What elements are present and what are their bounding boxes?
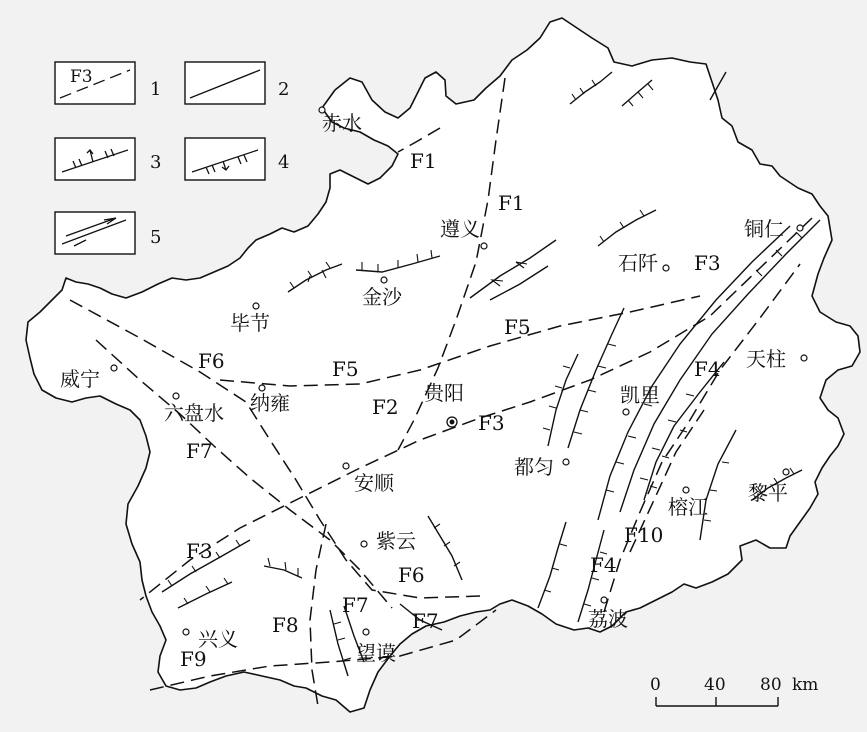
city-libo: 荔波 xyxy=(588,607,628,631)
fault-label-f3-a: F3 xyxy=(694,251,721,275)
fault-label-f6-a: F6 xyxy=(198,349,225,373)
marker-xingyi xyxy=(183,629,189,635)
scale-tick-0: 0 xyxy=(650,675,661,695)
fault-label-f7-b: F7 xyxy=(342,593,369,617)
fault-label-f3-b: F3 xyxy=(478,411,505,435)
city-anshun: 安顺 xyxy=(354,471,394,495)
scale-unit: km xyxy=(792,675,819,695)
fault-label-f2: F2 xyxy=(372,395,399,419)
scale-tick-40: 40 xyxy=(704,675,726,695)
city-nayong: 纳雍 xyxy=(250,391,290,415)
legend-number-4: 4 xyxy=(278,152,290,173)
marker-liping xyxy=(783,469,789,475)
legend-number-5: 5 xyxy=(150,227,162,248)
marker-guiyang-inner xyxy=(450,420,454,424)
marker-duyun xyxy=(563,459,569,465)
marker-libo xyxy=(601,597,607,603)
city-zunyi: 遵义 xyxy=(440,217,480,241)
city-chishui: 赤水 xyxy=(322,111,362,135)
city-wangmo: 望谟 xyxy=(356,641,396,665)
marker-anshun xyxy=(343,463,349,469)
legend-number-2: 2 xyxy=(278,79,290,100)
marker-wangmo xyxy=(363,629,369,635)
fault-label-f9: F9 xyxy=(180,647,207,671)
city-shiqian: 石阡 xyxy=(618,251,658,275)
legend-box-1 xyxy=(55,62,135,104)
fault-label-f4-b: F4 xyxy=(590,553,617,577)
legend-box-3 xyxy=(55,138,135,180)
city-rongjiang: 榕江 xyxy=(668,495,708,519)
fault-label-f10: F10 xyxy=(624,523,664,547)
fault-label-f5-b: F5 xyxy=(332,357,359,381)
fault-label-f5-a: F5 xyxy=(504,315,531,339)
city-liupanshui: 六盘水 xyxy=(164,401,224,425)
fault-label-f4-a: F4 xyxy=(694,357,721,381)
legend-number-1: 1 xyxy=(150,79,162,100)
city-weining: 威宁 xyxy=(60,367,100,391)
fault-label-f7-a: F7 xyxy=(186,439,213,463)
city-tongren: 铜仁 xyxy=(744,217,784,241)
fault-label-f3-c: F3 xyxy=(186,539,213,563)
scale-tick-80: 80 xyxy=(760,675,782,695)
marker-bijie xyxy=(253,303,259,309)
city-duyun: 都匀 xyxy=(514,455,554,479)
province-boundary xyxy=(26,18,860,712)
fault-label-f7-c: F7 xyxy=(412,609,439,633)
city-bijie: 毕节 xyxy=(230,311,270,335)
city-guiyang: 贵阳 xyxy=(424,381,464,405)
marker-zunyi xyxy=(481,243,487,249)
legend-box-5 xyxy=(55,212,135,254)
marker-jinsha xyxy=(381,277,387,283)
legend-box-2 xyxy=(185,62,265,104)
fault-label-f8: F8 xyxy=(272,613,299,637)
marker-shiqian xyxy=(663,265,669,271)
legend-number-3: 3 xyxy=(150,152,162,173)
fault-label-f1-b: F1 xyxy=(498,191,525,215)
marker-liupanshui xyxy=(173,393,179,399)
city-kaili: 凯里 xyxy=(620,383,660,407)
city-xingyi: 兴义 xyxy=(198,627,238,651)
city-ziyun: 紫云 xyxy=(376,529,416,553)
fault-label-f1-a: F1 xyxy=(410,149,437,173)
city-jinsha: 金沙 xyxy=(362,285,402,309)
marker-tianzhu xyxy=(801,355,807,361)
capital-marker xyxy=(447,417,457,427)
fault-label-f6-b: F6 xyxy=(398,563,425,587)
city-tianzhu: 天柱 xyxy=(746,347,786,371)
marker-weining xyxy=(111,365,117,371)
marker-tongren xyxy=(797,225,803,231)
legend-box-4 xyxy=(185,138,265,180)
scale-bar-line xyxy=(656,697,778,706)
marker-kaili xyxy=(623,409,629,415)
marker-ziyun xyxy=(361,541,367,547)
marker-rongjiang xyxy=(683,487,689,493)
scale-bar xyxy=(650,675,818,706)
city-liping: 黎平 xyxy=(748,481,788,505)
legend-box1-label: F3 xyxy=(70,67,93,87)
